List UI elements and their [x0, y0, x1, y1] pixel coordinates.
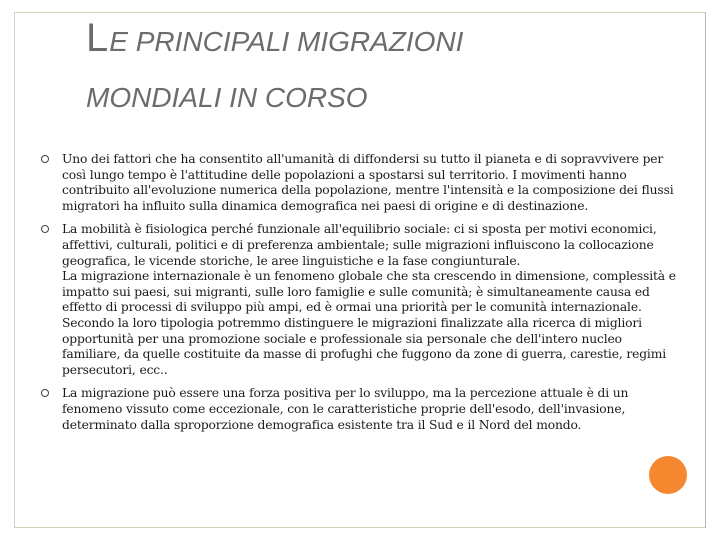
slide-title — [86, 12, 646, 112]
bullet-item — [40, 222, 680, 378]
title-line-1 — [86, 12, 646, 72]
bullet-circle-icon — [41, 389, 49, 397]
bullet-item — [40, 386, 680, 433]
accent-circle — [649, 456, 687, 494]
title-line-1-text: E PRINCIPALI MIGRAZIONI — [109, 26, 464, 57]
bullet-paragraph: La mobilità è fisiologica perché funzionale all'equilibrio sociale: ci si sposta per motivi economici, affettivi, culturali, politici e di preferenza ambientale; sulle migrazioni influiscono la collocazione geografica, le vicende storiche, le aree linguistiche e la fase congiunturale. — [62, 222, 657, 268]
bullet-list — [40, 152, 680, 441]
slide-frame-shadow — [705, 12, 706, 528]
title-initial: L — [86, 16, 110, 60]
bullet-paragraph: La migrazione internazionale è un fenomeno globale che sta crescendo in dimensione, complessità e impatto sui paesi, sui migranti, sulle loro famiglie e sulle comunità; è simultaneamente causa ed effetto di processi di sviluppo più ampi, ed è ormai una priorità per le comunità internazionale. — [62, 269, 676, 315]
bullet-item — [40, 152, 680, 214]
title-line-2: MONDIALI IN CORSO — [86, 82, 368, 113]
bullet-circle-icon — [41, 155, 49, 163]
bullet-circle-icon — [41, 225, 49, 233]
bullet-paragraph: Uno dei fattori che ha consentito all'umanità di diffondersi su tutto il pianeta e di sopravvivere per così lungo tempo è l'attitudine delle popolazioni a spostarsi sul territorio. I movimenti hanno contribuito all'evoluzione numerica della popolazione, mentre l'intensità e la composizione dei flussi migratori ha influito sulla dinamica demografica nei paesi di origine e di destinazione. — [62, 152, 674, 213]
bullet-paragraph: Secondo la loro tipologia potremmo distinguere le migrazioni finalizzate alla ricerca di migliori opportunità per una promozione sociale e professionale sia personale che dell'intero nucleo familiare, da quelle costituite da masse di profughi che fuggono da zone di guerra, carestie, regimi persecutori, ecc.. — [62, 315, 666, 377]
bullet-paragraph: La migrazione può essere una forza positiva per lo sviluppo, ma la percezione attuale è di un fenomeno vissuto come eccezionale, con le caratteristiche proprie dell'esodo, dell'invasione, determinato dalla sproporzione demografica esistente tra il Sud e il Nord del mondo. — [62, 386, 629, 432]
